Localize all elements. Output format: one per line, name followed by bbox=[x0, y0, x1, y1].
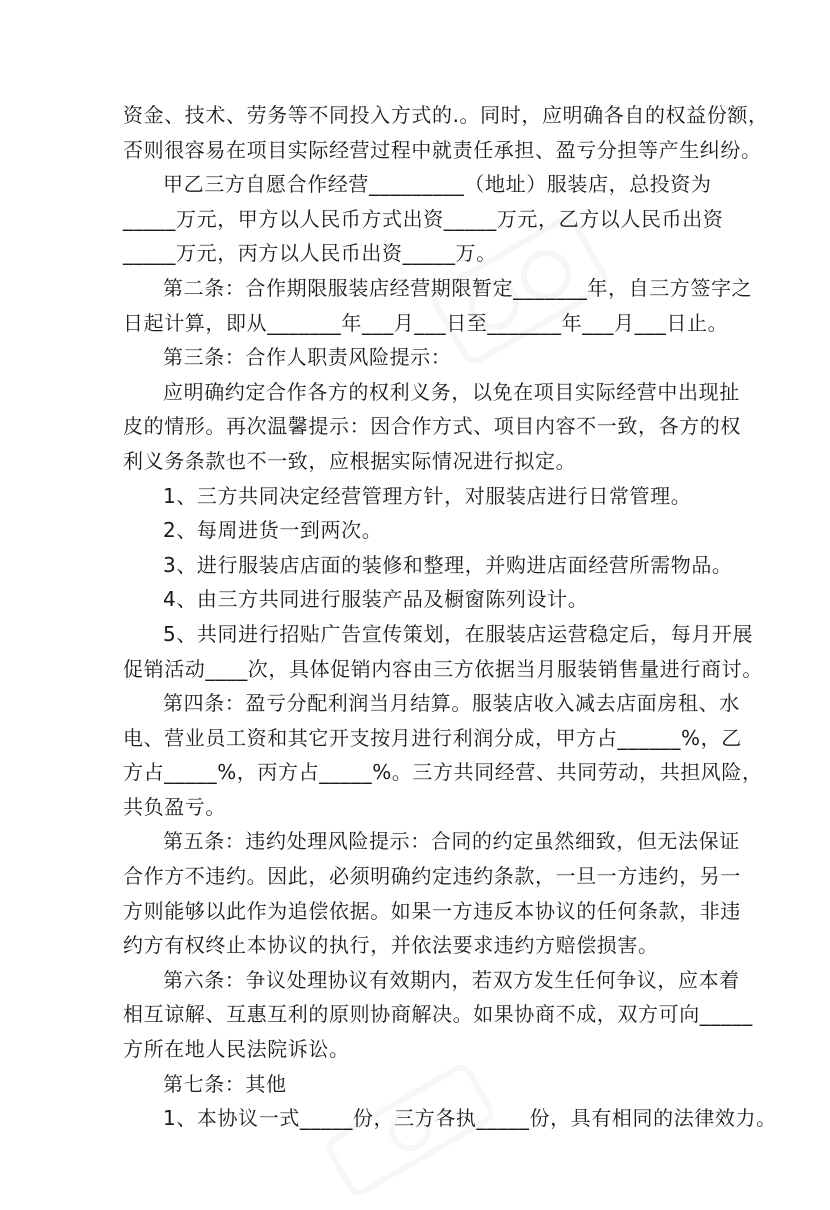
text-line: 方则能够以此作为追偿依据。如果一方违反本协议的任何条款，非违 bbox=[123, 898, 741, 923]
document-body bbox=[123, 98, 777, 1136]
text-line: 甲乙三方自愿合作经营_________（地址）服装店，总投资为 bbox=[163, 172, 712, 197]
list-item: 2、每周进货一到两次。 bbox=[163, 518, 383, 543]
list-item: 3、进行服装店店面的装修和整理，并购进店面经营所需物品。 bbox=[163, 552, 733, 577]
text-line: 共负盈亏。 bbox=[123, 794, 226, 819]
text-line: 日起计算，即从_______年___月___日至_______年___月___日止。 bbox=[123, 310, 729, 335]
text-line: 合作方不违约。因此，必须明确约定违约条款，一旦一方违约，另一 bbox=[123, 864, 741, 889]
list-item: 5、共同进行招贴广告宣传策划，在服装店运营稳定后，每月开展 bbox=[163, 621, 754, 646]
text-line: 方所在地人民法院诉讼。 bbox=[123, 1037, 350, 1062]
text-line: 皮的情形。再次温馨提示：因合作方式、项目内容不一致，各方的权 bbox=[123, 414, 741, 439]
text-line: _____万元，丙方以人民币出资_____万。 bbox=[123, 241, 497, 266]
text-line: 利义务条款也不一致，应根据实际情况进行拟定。 bbox=[123, 448, 577, 473]
text-line: 否则很容易在项目实际经营过程中就责任承担、盈亏分担等产生纠纷。 bbox=[123, 137, 762, 162]
text-line: 第五条：违约处理风险提示：合同的约定虽然细致，但无法保证 bbox=[163, 829, 740, 854]
list-item: 4、由三方共同进行服装产品及橱窗陈列设计。 bbox=[163, 587, 589, 612]
text-line: 促销活动____次，具体促销内容由三方依据当月服装销售量进行商讨。 bbox=[123, 656, 763, 681]
list-item: 1、本协议一式_____份，三方各执_____份，具有相同的法律效力。 bbox=[163, 1106, 777, 1131]
list-item: 1、三方共同决定经营管理方针，对服装店进行日常管理。 bbox=[163, 483, 692, 508]
text-line: _____万元，甲方以人民币方式出资_____万元，乙方以人民币出资 bbox=[123, 206, 724, 231]
text-line: 约方有权终止本协议的执行，并依法要求违约方赔偿损害。 bbox=[123, 933, 659, 958]
text-line: 电、营业员工资和其它开支按月进行利润分成，甲方占______%，乙 bbox=[123, 725, 742, 750]
text-line: 资金、技术、劳务等不同投入方式的.。同时，应明确各自的权益份额， bbox=[123, 103, 769, 127]
text-line: 第二条：合作期限服装店经营期限暂定_______年，自三方签字之 bbox=[163, 275, 753, 300]
text-line: 第六条：争议处理协议有效期内，若双方发生任何争议，应本着 bbox=[163, 967, 740, 992]
text-line: 第四条：盈亏分配利润当月结算。服装店收入减去店面房租、水 bbox=[163, 691, 740, 716]
text-line: 应明确约定合作各方的权利义务，以免在项目实际经营中出现扯 bbox=[163, 379, 740, 404]
section-heading: 第三条：合作人职责风险提示： bbox=[163, 345, 452, 370]
section-heading: 第七条：其他 bbox=[163, 1071, 287, 1096]
text-line: 相互谅解、互惠互利的原则协商解决。如果协商不成，双方可向_____ bbox=[123, 1002, 753, 1027]
text-line: 方占_____%，丙方占_____%。三方共同经营、共同劳动，共担风险， bbox=[123, 760, 763, 785]
